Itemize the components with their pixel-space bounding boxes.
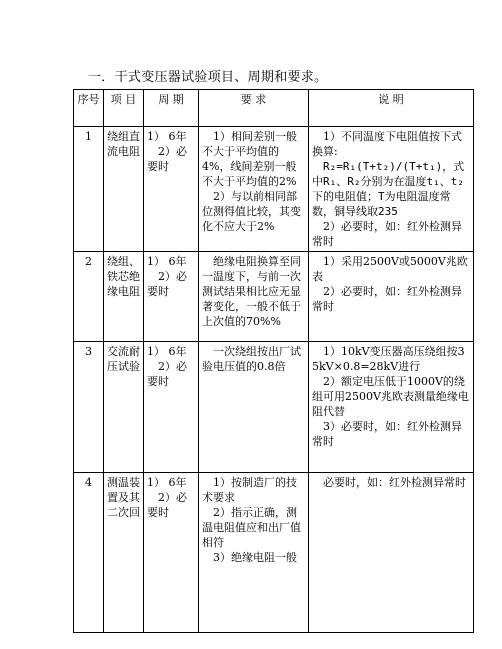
row-item: 测温装置及其二次回	[104, 473, 144, 633]
row-no: 4	[74, 473, 104, 633]
table-row	[74, 127, 474, 252]
cycle-line: 1） 6年	[147, 345, 187, 358]
cycle-line: 1） 6年	[147, 130, 187, 143]
req-line: 2）指示正确，测温电阻值应和出厂值相符	[202, 506, 301, 549]
req-line: 1）按制造厂的技术要求	[202, 476, 297, 504]
row-no: 3	[74, 342, 104, 473]
header-note: 说 明	[309, 90, 474, 127]
note-formula: R₂=R₁(T+t₂)/(T+t₁)，式中R₁、R₂分别为在温度t₁、t₂下的电阻值；T为电阻温度常数，铜导线取235	[312, 160, 465, 218]
row-cycle	[144, 342, 199, 473]
cycle-line: 2）必要时	[147, 360, 187, 388]
req-line: 3）绝缘电阻一般	[213, 551, 297, 564]
req-line: 绝缘电阻换算至同一温度下，与前一次测试结果相比应无显著变化，一般不低于上次值的70%%	[202, 255, 301, 328]
cycle-line: 2）必要时	[147, 491, 187, 519]
note-line: 必要时，如：红外检测异常时	[323, 476, 466, 489]
header-no: 序号	[74, 90, 104, 127]
req-line: 一次绕组按出厂试验电压值的0.8倍	[202, 345, 301, 373]
row-cycle	[144, 473, 199, 633]
row-item: 交流耐压试验	[104, 342, 144, 473]
table-row	[74, 473, 474, 633]
cycle-line: 1） 6年	[147, 255, 187, 268]
header-cycle: 周 期	[144, 90, 199, 127]
row-requirement	[199, 473, 309, 633]
header-requirement: 要 求	[199, 90, 309, 127]
note-line: 2）额定电压低于1000V的绕组可用2500V兆欧表测量绝缘电阻代替	[312, 375, 469, 418]
row-item: 绕组直流电阻	[104, 127, 144, 252]
note-line: 3）必要时，如：红外检测异常时	[312, 420, 462, 448]
note-line: 2）必要时，如：红外检测异常时	[312, 220, 462, 248]
table-row	[74, 252, 474, 342]
row-cycle	[144, 127, 199, 252]
cycle-line: 2）必要时	[147, 270, 187, 298]
row-note	[309, 473, 474, 633]
row-requirement	[199, 342, 309, 473]
test-items-table	[73, 89, 474, 633]
row-requirement	[199, 252, 309, 342]
row-requirement	[199, 127, 309, 252]
req-line: 1）相间差别一般不大于平均值的4%，线间差别一般不大于平均值的2%	[202, 130, 297, 188]
req-line: 2）与以前相同部位测得值比较，其变化不应大于2%	[202, 190, 301, 233]
cycle-line: 1） 6年	[147, 476, 187, 489]
section-heading: 一．干式变压器试验项目、周期和要求。	[88, 70, 328, 85]
row-note	[309, 342, 474, 473]
note-line: 1）10kV变压器高压绕组按35kV×0.8=28kV进行	[312, 345, 465, 373]
table-header-row	[74, 90, 474, 127]
row-cycle	[144, 252, 199, 342]
row-note	[309, 252, 474, 342]
table-row	[74, 342, 474, 473]
row-note	[309, 127, 474, 252]
note-line: 1）采用2500V或5000V兆欧表	[312, 255, 468, 283]
cycle-line: 2）必要时	[147, 145, 187, 173]
row-item: 绕组、铁芯绝缘电阻	[104, 252, 144, 342]
note-line: 1）不同温度下电阻值按下式换算:	[312, 130, 462, 158]
note-line: 2）必要时，如：红外检测异常时	[312, 285, 462, 313]
header-item: 项 目	[104, 90, 144, 127]
row-no: 1	[74, 127, 104, 252]
row-no: 2	[74, 252, 104, 342]
